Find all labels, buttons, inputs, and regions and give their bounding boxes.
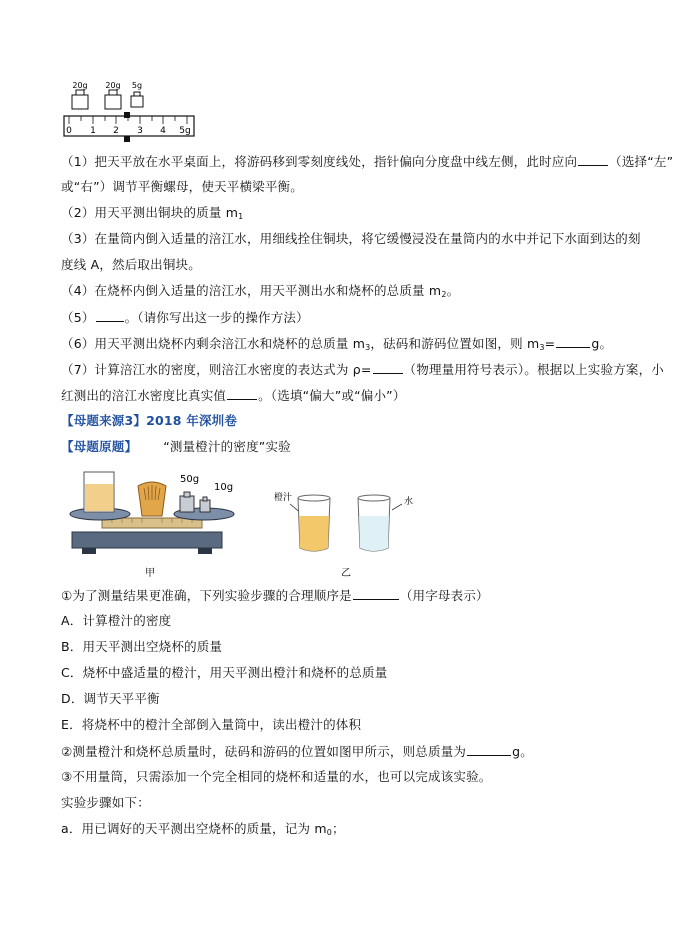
q5-line: （5） 。（请你写出这一步的操作方法）: [61, 310, 309, 325]
tick-4: 4: [160, 126, 166, 136]
weight-50g: [180, 496, 194, 512]
beaker-juice: [298, 495, 330, 551]
answer-blank-order[interactable]: [353, 587, 399, 600]
label-juice: 橙汁: [274, 493, 293, 503]
q7-line-2: 红测出的涪江水密度比真实值 。（选填“偏大”或“偏小”）: [61, 388, 406, 403]
rider-bottom: [124, 136, 130, 142]
answer-blank-7a[interactable]: [373, 361, 403, 374]
caption-jia: 甲: [145, 568, 155, 579]
weight-20g-1: [72, 90, 88, 109]
tick-0: 0: [66, 126, 72, 136]
answer-blank-1[interactable]: [578, 153, 608, 166]
q7-line-1: （7）计算涪江水的密度，则涪江水密度的表达式为 ρ= （物理量用符号表示）。根据以上实验方案，小: [61, 362, 664, 377]
question-1: ①为了测量结果更准确，下列实验步骤的合理顺序是 （用字母表示）: [61, 588, 489, 603]
scale-ruler: [64, 116, 194, 136]
balance-base: [72, 532, 222, 548]
original-heading: 【母题原题】 “测量橙汁的密度”实验: [61, 439, 291, 454]
rider-top: [124, 112, 130, 118]
option-d: D．调节天平平衡: [61, 691, 160, 706]
weights-scale-figure: [62, 80, 197, 146]
steps-heading: 实验步骤如下：: [61, 795, 150, 810]
weight-label-20g-1: 20g: [72, 81, 88, 90]
answer-blank-mass[interactable]: [467, 743, 511, 756]
tick-5g: 5g: [179, 126, 191, 136]
label-water: 水: [404, 497, 414, 507]
weight-label-20g-2: 20g: [105, 81, 121, 90]
balance-beakers-figure: [62, 460, 430, 580]
balance-beam: [102, 518, 202, 528]
beaker-water: [358, 495, 390, 551]
option-e: E．将烧杯中的橙汁全部倒入量筒中，读出橙汁的体积: [61, 717, 362, 732]
q1-line-2: 或“右”）调节平衡螺母，使天平横梁平衡。: [61, 179, 303, 194]
question-3: ③不用量筒，只需添加一个完全相同的烧杯和适量的水，也可以完成该实验。: [61, 769, 492, 784]
option-b: B．用天平测出空烧杯的质量: [61, 639, 223, 654]
q3-line-2: 度线 A，然后取出铜块。: [61, 257, 201, 272]
weight-label-5g: 5g: [131, 81, 143, 90]
tick-1: 1: [90, 126, 96, 136]
answer-blank-7b[interactable]: [227, 387, 257, 400]
option-c: C．烧杯中盛适量的橙汁，用天平测出橙汁和烧杯的总质量: [61, 665, 388, 680]
answer-blank-5[interactable]: [96, 309, 124, 322]
q2-line: （2）用天平测出铜块的质量 $m_1$: [61, 205, 244, 221]
q1-line-1: （1）把天平放在水平桌面上，将游码移到零刻度线处，指针偏向分度盘中线左侧，此时应向 （选择“左”: [61, 154, 673, 169]
source-heading: 【母题来源3】2018 年深圳卷: [61, 413, 238, 428]
tick-3: 3: [137, 126, 143, 136]
question-2: ②测量橙汁和烧杯总质量时，砝码和游码的位置如图甲所示，则总质量为 g。: [61, 744, 533, 759]
step-a: a．用已调好的天平测出空烧杯的质量，记为 $m_0$；: [61, 821, 345, 837]
weight-20g-2: [105, 90, 121, 109]
q3-line-1: （3）在量筒内倒入适量的涪江水，用细线拴住铜块，将它缓慢浸没在量筒内的水中并记下水面到达的刻: [61, 231, 641, 246]
q4-line: （4）在烧杯内倒入适量的涪江水，用天平测出水和烧杯的总质量 $m_2$。: [61, 283, 460, 299]
tick-2: 2: [113, 126, 119, 136]
weight-label-10g: 10g: [214, 482, 234, 493]
answer-blank-6[interactable]: [556, 335, 590, 348]
caption-yi: 乙: [341, 568, 351, 579]
q6-line: （6）用天平测出烧杯内剩余涪江水和烧杯的总质量 $m_3$，砝码和游码位置如图，则 $m_3= g$。: [61, 336, 613, 352]
weight-label-50g: 50g: [180, 474, 200, 485]
weight-10g: [200, 500, 210, 512]
weight-5g: [131, 92, 143, 107]
option-a: A．计算橙汁的密度: [61, 613, 172, 628]
